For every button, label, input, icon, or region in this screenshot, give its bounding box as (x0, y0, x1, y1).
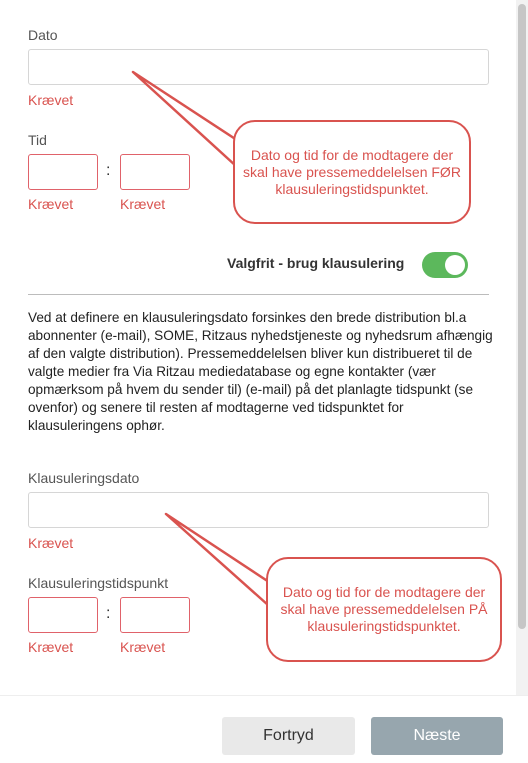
date-required-message: Krævet (28, 92, 74, 108)
embargo-info-text: Ved at definere en klausuleringsdato forsinkes den brede distribution bl.a abonnenter (e-mail), SOME, Ritzaus nyhedstjeneste og nyhedsrum afhængig af den valgte distribution). Pressemeddelelsen bliver kun distribueret til de valgte medier fra Via Ritzau mediedatabase og egne kontakter (vær opmærksom på hvem du sender til) (e-mail) på det planlagte tidspunkt (se ovenfor) og senere til resten af modtagerne ved tidspunktet for klausuleringens ophør. (28, 310, 493, 433)
hour-required-message: Krævet (28, 196, 74, 212)
footer-divider (0, 695, 528, 696)
next-button[interactable]: Næste (371, 717, 503, 755)
embargo-toggle-label: Valgfrit - brug klausulering (227, 255, 405, 271)
embargo-time-label: Klausuleringstidspunkt (28, 575, 169, 591)
embargo-time-colon: : (106, 605, 111, 622)
embargo-minute-required-message: Krævet (120, 639, 166, 655)
callout-before-embargo (233, 120, 471, 224)
time-label: Tid (28, 132, 47, 148)
date-label: Dato (28, 27, 58, 43)
embargo-hour-required-message: Krævet (28, 639, 74, 655)
callout-before-embargo-text: Dato og tid for de modtagere der skal have pressemeddelelsen FØR klausuleringstidspunktet. (243, 146, 461, 197)
cancel-button[interactable]: Fortryd (222, 717, 355, 755)
callout-at-embargo-text: Dato og tid for de modtagere der skal have pressemeddelelsen PÅ klausuleringstidspunktet. (280, 584, 488, 634)
embargo-date-label: Klausuleringsdato (28, 470, 140, 486)
time-colon: : (106, 162, 111, 179)
minute-required-message: Krævet (120, 196, 166, 212)
embargo-date-required-message: Krævet (28, 535, 74, 551)
callout-at-embargo (266, 557, 502, 662)
